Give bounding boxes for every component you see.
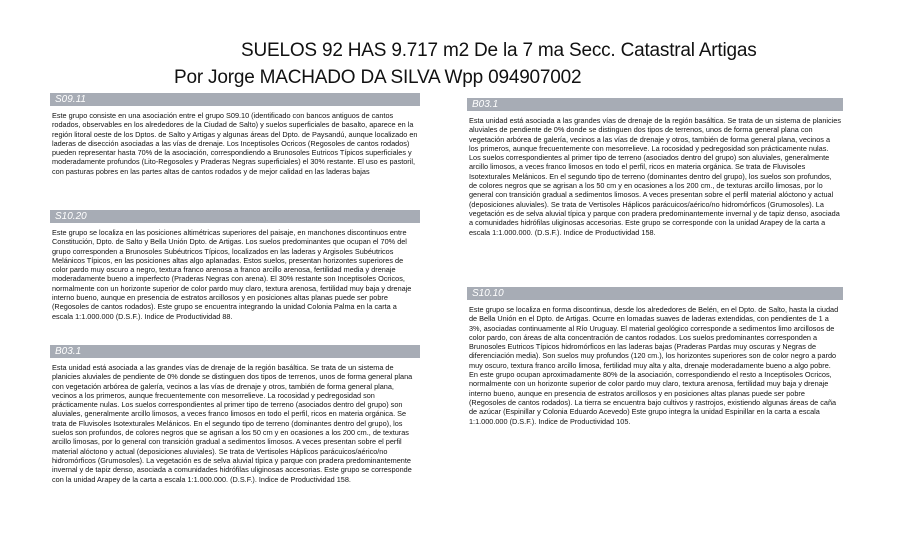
section-text-b031-right: Esta unidad está asociada a las grandes vías de drenaje de la región basáltica. Se trata de un sistema de planicies aluviales de pendiente de 0% donde se distinguen dos tipos de terrenos, unos de forma general plana con vegetación arbórea de galería, vecinos a las vías de drenaje y otros, también de forma general plana, vecinos a los primeros, aunque frecuentemente con mesorrelieve. La rocosidad y pedregosidad son prácticamente nulas. Los suelos correspondientes al primer tipo de terreno (asociados dentro del grupo) son aluviales, generalmente arcillo limosos, a veces franco limosos en todo el perfil, ricos en materia orgánica. Se trata de Fluvisoles Isotexturales Melánicos. En el segundo tipo de terreno (dominantes dentro del grupo), los suelos son profundos, de colores negros que se agrisan a los 50 cm y en ocasiones a los 200 cm., de texturas arcillo limosas, por lo general con transición gradual a sedimentos limosos. A veces presentan sobre el perfil material alóctono y actual (deposiciones aluviales). Se trata de Vertisoles Háplicos parácuicos/aérico/no hidromórficos (Grumosoles). La vegetación es de selva aluvial típica y parque con pradera predominantemente invernal y de tapiz denso, asociada a comunidades hidrófilas uliginosas accesorias. Este grupo se corresponde con la unidad Arapey de la carta a escala 1:1.000.000. (D.S.F.). Indice de Productividad 158. [469, 116, 841, 237]
section-b031-left [50, 345, 420, 484]
section-text-s0911: Este grupo consiste en una asociación entre el grupo S09.10 (identificado con bancos antiguos de cantos rodados, observables en los alrededores de la Ciudad de Salto) y suelos superficiales de basalto, aparece en la región litoral oeste de los Dptos. de Salto y Artigas y algunas áreas del Dpto. de Paysandú, aunque localizado en laderas de disección asociadas a las vías de drenaje. Los Inceptisoles Ocricos (Regosoles de cantos rodados) pueden representar hasta 70% de la asociación, correspondiendo a Brunosoles Eutricos Típicos superficiales y moderadamente profundos (Lito-Regosoles y Praderas Negras superficiales) el 30% restante. El uso es pastoril, con pasturas pobres en las partes altas de cantos rodados y de mejor calidad en las laderas bajas [52, 111, 418, 176]
section-text-b031-left: Esta unidad está asociada a las grandes vías de drenaje de la región basáltica. Se trata de un sistema de planicies aluviales de pendiente de 0% donde se distinguen dos tipos de terrenos, unos de forma general plana con vegetación arbórea de galería, vecinos a las vías de drenaje y otros, también de forma general plana, vecinos a los primeros, aunque frecuentemente con mesorrelieve. La rocosidad y pedregosidad son prácticamente nulas. Los suelos correspondientes al primer tipo de terreno (asociados dentro del grupo) son aluviales, generalmente arcillo limosos, a veces franco limosos en todo el perfil, ricos en materia orgánica. Se trata de Fluvisoles Isotexturales Melánicos. En el segundo tipo de terreno (dominantes dentro del grupo), los suelos son profundos, de colores negros que se agrisan a los 50 cm y en ocasiones a los 200 cm., de texturas arcillo limosas, por lo general con transición gradual a sedimentos limosos. A veces presentan sobre el perfil material alóctono y actual (deposiciones aluviales). Se trata de Vertisoles Háplicos parácuicos/aérico/no hidromórficos (Grumosoles). La vegetación es de selva aluvial típica y parque con pradera predominantemente invernal y de tapiz denso, asociada a comunidades hidrófilas uliginosas accesorias. Este grupo se corresponde con la unidad Arapey de la carta a escala 1:1.000.000. (D.S.F.). Indice de Productividad 158. [52, 363, 413, 484]
section-s0911 [50, 93, 420, 176]
section-header-s0911: S09.11 [50, 93, 420, 106]
section-text-s1010: Este grupo se localiza en forma discontinua, desde los alrededores de Belén, en el Dpto. de Salto, hasta la ciudad de Bella Unión en el Dpto. de Artigas. Ocurre en lomadas suaves de laderas extendidas, con pendientes de 1 a 3%, asociadas continuamente al Río Uruguay. El material geológico corresponde a sedimentos limo arcillosos de color pardo, con áreas de alta concentración de cantos rodados. Los suelos predominantes corresponden a Brunosoles Eutricos Típicos hidromórficos en las laderas bajas (Praderas Pardas muy oscuras y Negras de diferenciación media). Son suelos muy profundos (120 cm.), los horizontes superiores son de color negro a pardo muy oscuro, textura franco arcillo limosa, fertilidad muy alta y alta, drenaje moderadamente bueno a algo pobre. En este grupo ocupan aproximadamente 80% de la asociación, correspondiendo el resto a Inceptisoles Ocricos, normalmente con un horizonte superior de color pardo muy claro, textura arenosa, fertilidad muy baja y drenaje interno bueno, aunque en presencia de estratos arcillosos y en posiciones altas planas puede ser pobre (Regosoles de cantos rodados). La tierra se encuentra bajo cultivos y rastrojos, existiendo algunas áreas de caña de azúcar (Espinillar y Colonia Eduardo Acevedo) Este grupo integra la unidad Espinillar en la carta a escala 1:1.000.000 (D.S.F.). Indice de Productividad 105. [469, 305, 839, 426]
title-line-2: Por Jorge MACHADO DA SILVA Wpp 094907002 [174, 67, 582, 88]
section-header-b031-left: B03.1 [50, 345, 420, 358]
section-text-s1020: Este grupo se localiza en las posiciones altimétricas superiores del paisaje, en manchones discontinuos entre Constitución, Dpto. de Salto y Bella Unión Dpto. de Artigas. Los suelos predominantes que ocupan el 70% del grupo corresponden a Brunosoles Subéutricos Típicos, localizados en las laderas y Argisoles Subéutricos Melánicos Típicos, en las posiciones altas algo aplanadas. Estos suelos, presentan horizontes superiores de color pardo muy oscuro a negro, textura franco arenosa a franco arcillo arenosa, fertilidad media y drenaje moderadamente bueno a imperfecto (Praderas Negras con arena). El 30% restante son Inceptisoles Ocricos, normalmente con un horizonte superior de color pardo muy claro, textura arenosa, fertilidad muy baja y drenaje interno bueno, aunque en presencia de estratos arcillosos y en posiciones altas planas puede ser pobre (Regosoles de cantos rodados). Este grupo se encuentra integrando la unidad Colonia Palma en la carta a escala 1:1.000.000 (D.S.F.). Indice de Productividad 88. [52, 228, 412, 321]
section-b031-right [467, 98, 843, 237]
section-s1010 [467, 287, 843, 426]
section-header-s1020: S10.20 [50, 210, 420, 223]
title-line-1: SUELOS 92 HAS 9.717 m2 De la 7 ma Secc. Catastral Artigas [241, 40, 757, 61]
section-header-b031-right: B03.1 [467, 98, 843, 111]
section-s1020 [50, 210, 420, 321]
section-header-s1010: S10.10 [467, 287, 843, 300]
